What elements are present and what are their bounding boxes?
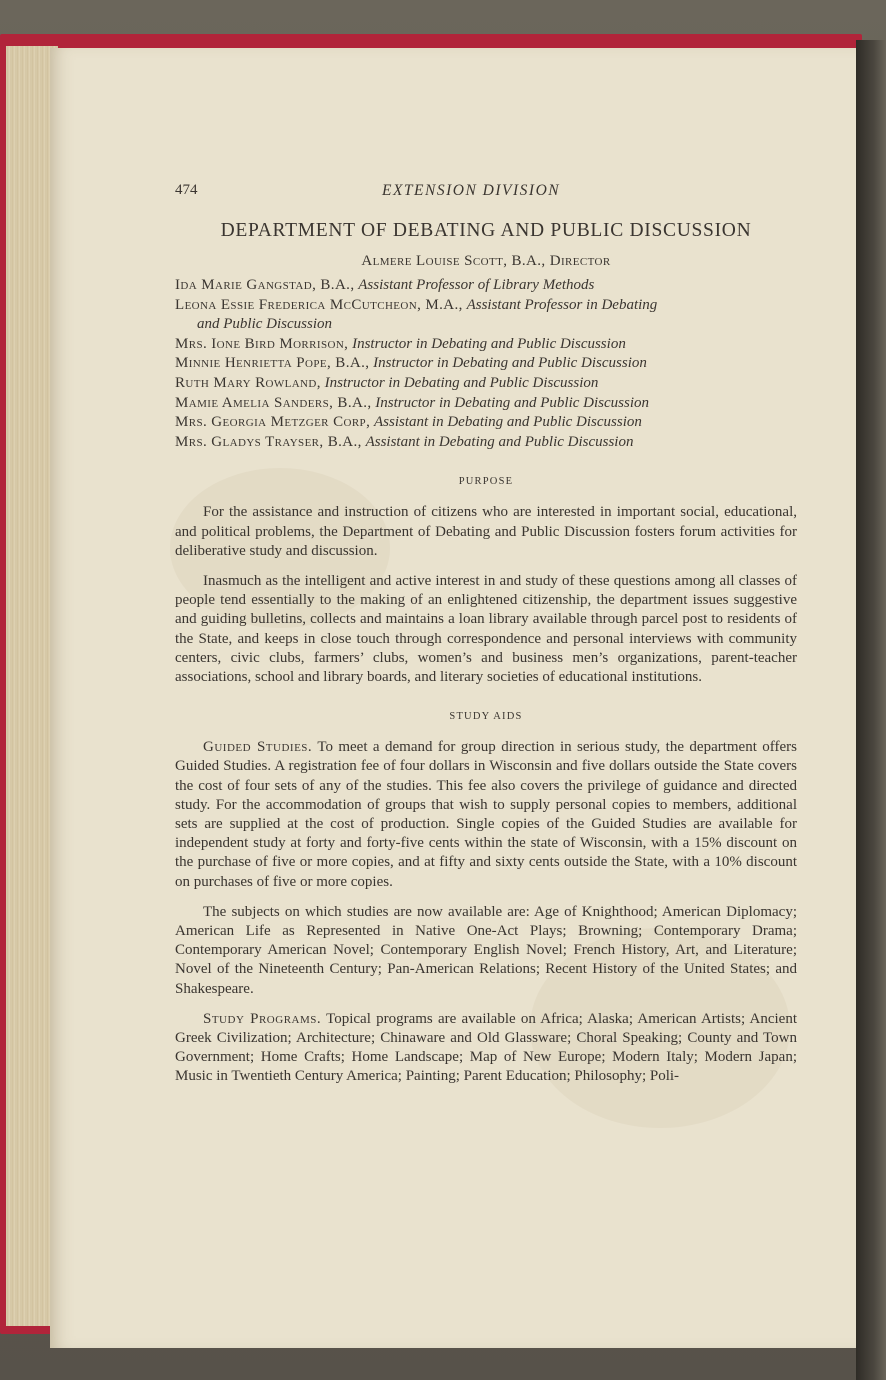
staff-name: Ida Marie Gangstad, B.A., bbox=[175, 277, 355, 293]
study-programs-text: Topical programs are available on Africa; Alaska; American Artists; Ancient Greek Civilization; Architecture; Chinaware and Old Glassware; Choral Speaking; County and Town Government; Home Crafts; Home Landscape; Map of New Europe; Modern Italy; Modern Japan; Music in Twentieth Century America; Painting; Parent Education; Philosophy; Poli- bbox=[175, 1010, 797, 1085]
staff-entry bbox=[175, 433, 797, 453]
study-aids-heading: STUDY AIDS bbox=[449, 711, 523, 723]
running-title: EXTENSION DIVISION bbox=[382, 182, 561, 199]
staff-name: Mrs. Gladys Trayser, B.A., bbox=[175, 433, 362, 450]
staff-entry bbox=[175, 374, 797, 394]
staff-entry bbox=[175, 296, 797, 316]
staff-role: Assistant in Debating and Public Discussion bbox=[365, 433, 634, 450]
staff-role: Instructor in Debating and Public Discussion bbox=[375, 394, 650, 411]
staff-role: Instructor in Debating and Public Discussion bbox=[324, 374, 599, 391]
purpose-paragraph: Inasmuch as the intelligent and active interest in and study of these questions among all classes of people tend essentially to the making of an enlightened citizenship, the department issues suggestive and guiding bulletins, collects and maintains a loan library available through parcel post to residents of the State, and keeps in close touch through correspondence and personal interviews with community centers, civic clubs, farmers’ clubs, women’s and business men’s organizations, parent-teacher associations, school and library boards, and literary societies of educational institutions. bbox=[175, 572, 797, 685]
staff-entry bbox=[175, 276, 797, 296]
staff-name: Minnie Henrietta Pope, B.A., bbox=[175, 355, 370, 372]
purpose-heading: PURPOSE bbox=[458, 476, 514, 488]
guided-studies-lead: Guided Studies. bbox=[203, 739, 313, 756]
page-number: 474 bbox=[175, 182, 198, 198]
staff-name: Mrs. Georgia Metzger Corp, bbox=[175, 414, 371, 431]
guided-studies-paragraph bbox=[175, 738, 797, 892]
department-title: DEPARTMENT OF DEBATING AND PUBLIC DISCUSSION bbox=[220, 220, 752, 241]
staff-name: Mamie Amelia Sanders, B.A., bbox=[175, 394, 372, 411]
guided-studies-text: To meet a demand for group direction in serious study, the department offers Guided Studies. A registration fee of four dollars in Wisconsin and five dollars outside the State covers the cost of four sets of any of the studies. This fee also covers the privilege of guidance and directed study. For the accommodation of groups that wish to supply personal copies to members, additional sets are supplied at the cost of production. Single copies of the Guided Studies are available for independent study at forty and forty-five cents within the state of Wisconsin, with a 15% discount on the purchase of five or more copies, and at fifty and sixty cents outside the State, with a 10% discount on purchases of five or more copies. bbox=[175, 739, 798, 890]
page-text bbox=[175, 176, 797, 1098]
staff-role-continuation: and Public Discussion bbox=[197, 316, 332, 333]
staff-role: Instructor in Debating and Public Discussion bbox=[373, 355, 647, 372]
staff-entry bbox=[175, 335, 797, 355]
purpose-paragraph: For the assistance and instruction of citizens who are interested in important social, educational, and political problems, the Department of Debating and Public Discussion fosters forum activities for deliberative study and discussion. bbox=[175, 504, 797, 559]
staff-entry bbox=[175, 354, 797, 374]
running-head bbox=[175, 176, 797, 210]
director-line: Almere Louise Scott, B.A., Director bbox=[361, 253, 611, 269]
staff-name: Leona Essie Frederica McCutcheon, M.A., bbox=[175, 296, 463, 313]
subjects-paragraph: The subjects on which studies are now available are: Age of Knighthood; American Diplomacy; American Life as Represented in Native One-Act Plays; Browning; Contemporary Drama; Contemporary American Novel; Contemporary English Novel; French History, Art, and Literature; Novel of the Nineteenth Century; Pan-American Relations; Recent History of the United States; and Shakespeare. bbox=[175, 903, 797, 997]
staff-role: Assistant Professor in Debating bbox=[466, 296, 658, 313]
study-programs-lead: Study Programs. bbox=[203, 1010, 322, 1027]
staff-role: Assistant Professor of Library Methods bbox=[358, 277, 595, 293]
study-programs-paragraph bbox=[175, 1010, 797, 1087]
staff-name: Mrs. Ione Bird Morrison, bbox=[175, 335, 349, 352]
next-page-edge bbox=[856, 40, 886, 1380]
staff-name: Ruth Mary Rowland, bbox=[175, 374, 321, 391]
staff-entry bbox=[175, 394, 797, 414]
staff-role: Assistant in Debating and Public Discussion bbox=[373, 414, 642, 431]
staff-role: Instructor in Debating and Public Discussion bbox=[352, 335, 626, 352]
staff-list bbox=[175, 276, 797, 452]
staff-entry bbox=[175, 413, 797, 433]
